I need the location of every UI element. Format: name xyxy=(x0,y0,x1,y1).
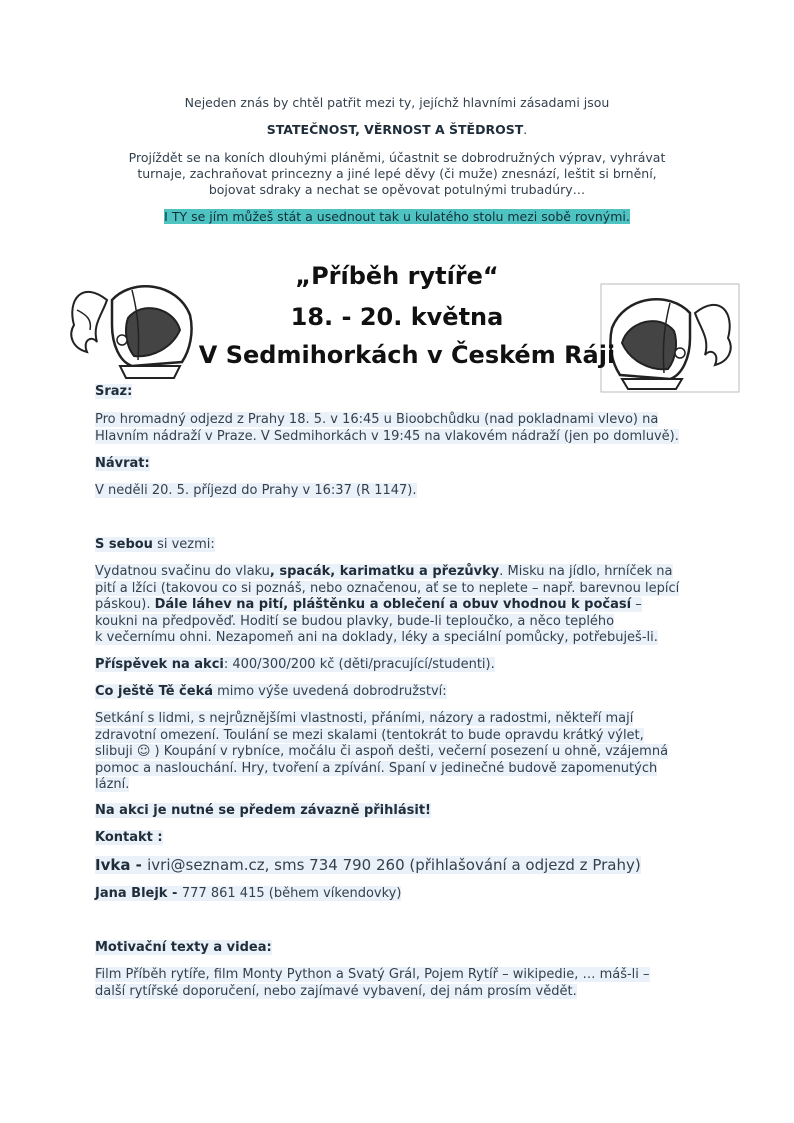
intro-highlight: I TY se jím můžeš stát a usednout tak u kulatého stolu mezi sobě rovnými. xyxy=(164,209,630,224)
virtues-line: STATEČNOST, VĚRNOST A ŠTĚDROST. xyxy=(266,122,528,137)
contact-jana: Jana Blejk - 777 861 415 (během víkendovky) xyxy=(95,886,402,901)
sraz-heading: Sraz: xyxy=(95,384,133,399)
sebou-text: Vydatnou svačinu do vlaku, spacák, karimatku a přezůvky. Misku na jídlo, hrníček na pití a lžíci (takovou co si poznáš, nebo označenou, ať se to neplete – např. barevnou lepící páskou). Dále láhev na pití, pláštěnku a oblečení a obuv vhodnou k počasí – koukni na předpověď. Hodití se budou plavky, bude-li teploučko, a něco teplého k večernímu ohni. Nezapomeň ani na doklady, léky a speciální pomůcky, potřebuješ-li. xyxy=(95,564,680,645)
event-place: V Sedmihorkách v Českém Ráji xyxy=(198,341,616,369)
event-dates: 18. - 20. května xyxy=(290,303,504,331)
knight-helmet-icon xyxy=(600,283,740,393)
motivacni-text: Film Příběh rytíře, film Monty Python a Svatý Grál, Pojem Rytíř – wikipedie, … máš-li – další rytířské doporučení, nebo zajímavé vybavení, dej nám prosím vědět. xyxy=(95,967,650,999)
virtues: STATEČNOST, VĚRNOST A ŠTĚDROST xyxy=(266,122,524,137)
ceka-text: Setkání s lidmi, s nejrůznějšími vlastnosti, přáními, názory a radostmi, někteří mají zdravotní omezení. Toulání se mezi skalami (tentokrát to bude opravdu krátký výlet, slibuji ☺ ) Koupání v rybníce, močálu či aspoň dešti, večerní posezení u ohně, vzájemná pomoc a naslouchání. Hry, tvoření a zpívání. Spaní v jedinečné budově zapomenutých lázní. xyxy=(95,711,669,792)
navrat-text: V neděli 20. 5. příjezd do Prahy v 16:37 (R 1147). xyxy=(95,483,417,498)
contact-ivka: Ivka - ivri@seznam.cz, sms 734 790 260 (přihlašování a odjezd z Prahy) xyxy=(95,856,641,874)
prispevek: Příspěvek na akci: 400/300/200 kč (děti/pracující/studenti). xyxy=(95,657,495,672)
sraz-text: Pro hromadný odjezd z Prahy 18. 5. v 16:45 u Bioobchůdku (nad pokladnami vlevo) na Hlavním nádraží v Praze. V Sedmihorkách v 19:45 na vlakovém nádraží (jen po domluvě). xyxy=(95,412,679,444)
registration-note: Na akci je nutné se předem závazně přihlásit! xyxy=(95,803,431,818)
intro-description: Projíždět se na koních dlouhými pláněmi, účastnit se dobrodružných výprav, vyhrávat turnaje, zachraňovat princezny a jiné lepé děvy (či muže) znesnází, leštit si brnění, bojovat sdraky a nechat se opěvovat potulnými trubadúry… xyxy=(128,150,666,197)
ceka-heading: Co ještě Tě čeká mimo výše uvedená dobrodružství: xyxy=(95,684,447,699)
sebou-heading: S sebou si vezmi: xyxy=(95,537,215,552)
intro-line: Nejeden znás by chtěl patřit mezi ty, jejíchž hlavními zásadami jsou xyxy=(184,95,610,110)
motivacni-heading: Motivační texty a videa: xyxy=(95,940,272,955)
event-title: „Příběh rytíře“ xyxy=(295,262,499,290)
navrat-heading: Návrat: xyxy=(95,456,150,471)
kontakt-heading: Kontakt : xyxy=(95,830,163,845)
